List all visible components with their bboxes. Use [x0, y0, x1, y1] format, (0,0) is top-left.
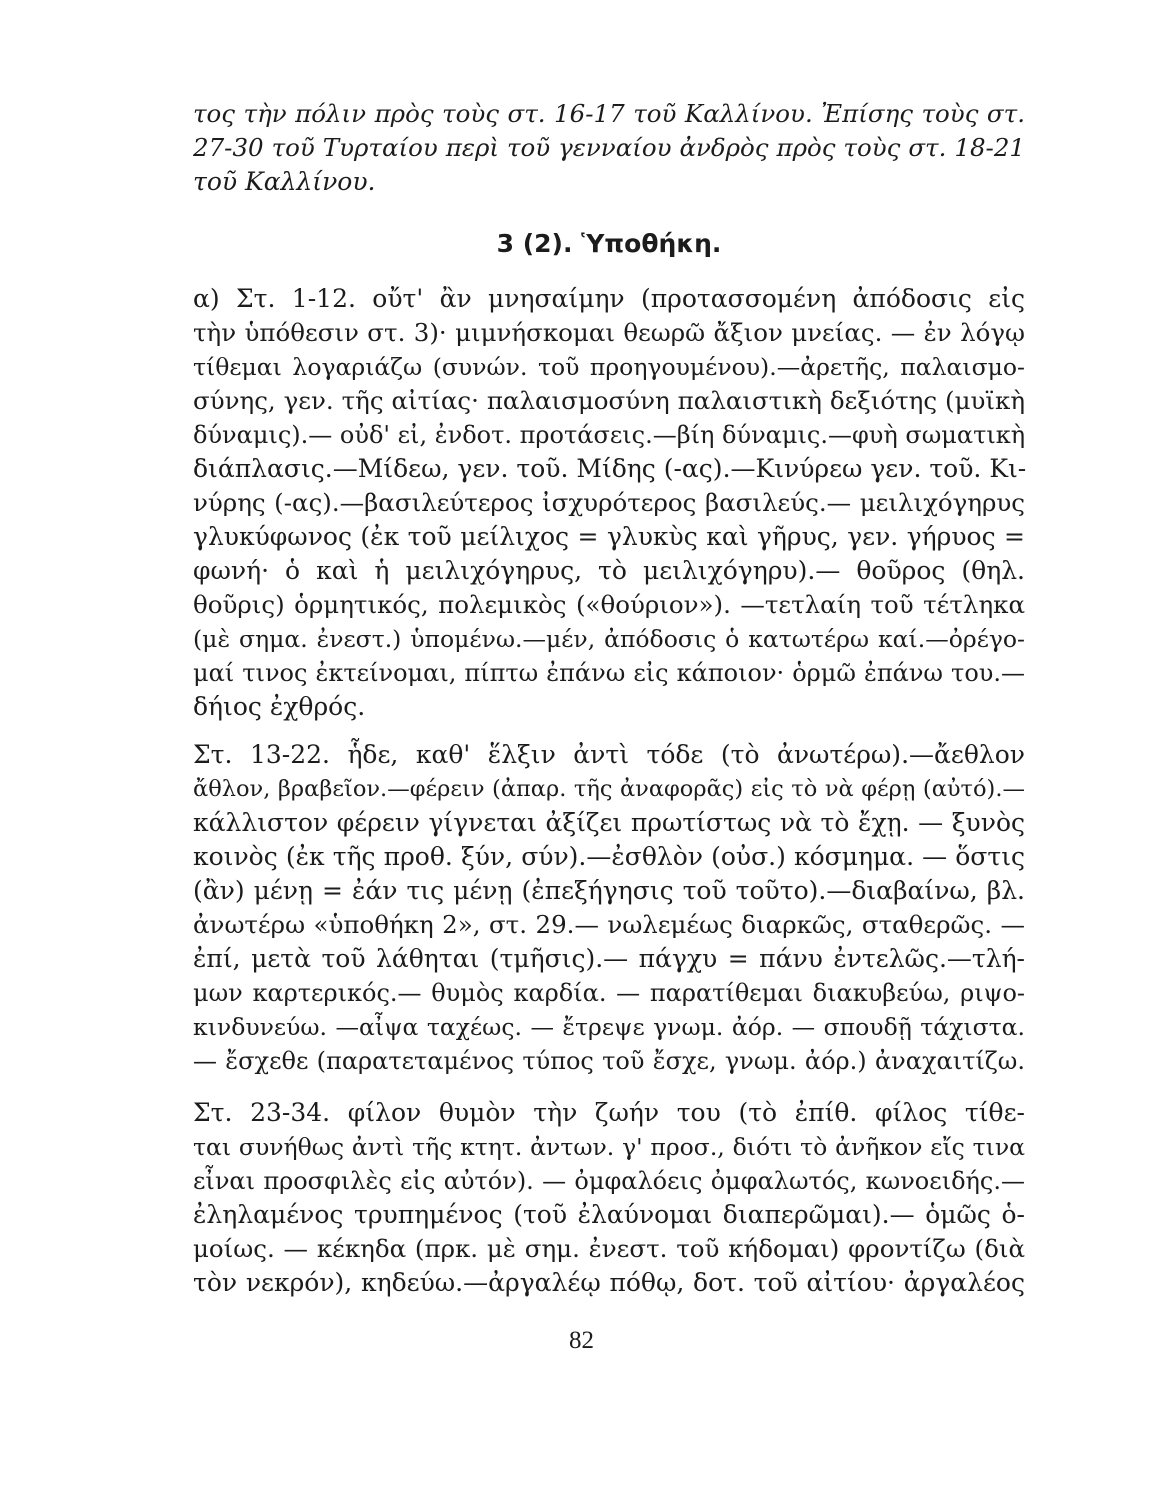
text-line: — ἔσχεθε (παρατεταμένος τύπος τοῦ ἔσχε, γνωμ. ἀόρ.) ἀναχαιτίζω.	[193, 1047, 1025, 1075]
intro-line: τος τὴν πόλιν πρὸς τοὺς στ. 16-17 τοῦ Καλλίνου. Ἐπίσης τοὺς στ.	[193, 99, 1025, 128]
text-line: τὴν ὑπόθεσιν στ. 3)· μιμνήσκομαι θεωρῶ ἄξιον μνείας. — ἐν λόγῳ	[193, 318, 1025, 347]
text-line: (ἂν) μένῃ = ἐάν τις μένῃ (ἐπεξήγησις τοῦ τοῦτο).—διαβαίνω, βλ.	[193, 876, 1025, 905]
text-line: μων καρτερικός.— θυμὸς καρδία. — παρατίθεμαι διακυβεύω, ριψο-	[193, 979, 1025, 1007]
text-line: θοῦρις) ὁρμητικός, πολεμικὸς («θούριον»). —τετλαίη τοῦ τέτληκα	[193, 590, 1025, 619]
text-line: Στ. 23-34. φίλον θυμὸν τὴν ζωήν του (τὸ ἐπίθ. φίλος τίθε-	[193, 1098, 1025, 1127]
text-line: κάλλιστον φέρειν γίγνεται ἀξίζει πρωτίστως νὰ τὸ ἔχῃ. — ξυνὸς	[193, 808, 1025, 837]
text-line: κινδυνεύω. —αἶψα ταχέως. — ἔτρεψε γνωμ. ἀόρ. — σπουδῇ τάχιστα.	[193, 1013, 1025, 1041]
text-line: νύρης (-ας).—βασιλεύτερος ἰσχυρότερος βασιλεύς.— μειλιχόγηρυς	[193, 488, 1025, 517]
text-line: ἀνωτέρω «ὑποθήκη 2», στ. 29.— νωλεμέως διαρκῶς, σταθερῶς. —	[193, 910, 1025, 939]
text-line: εἶναι προσφιλὲς εἰς αὐτόν). — ὀμφαλόεις ὀμφαλωτός, κωνοειδής.—	[193, 1167, 1025, 1195]
text-line: ται συνήθως ἀντὶ τῆς κτητ. ἀντων. γ' προσ., διότι τὸ ἀνῆκον εἴς τινα	[193, 1133, 1025, 1161]
text-line: ἐληλαμένος τρυπημένος (τοῦ ἐλαύνομαι διαπερῶμαι).— ὁμῶς ὁ-	[193, 1200, 1025, 1229]
intro-line: τοῦ Καλλίνου.	[193, 167, 376, 196]
text-line: μοίως. — κέκηδα (πρκ. μὲ σημ. ἐνεστ. τοῦ κήδομαι) φροντίζω (διὰ	[193, 1234, 1025, 1263]
text-line: διάπλασις.—Μίδεω, γεν. τοῦ. Μίδης (-ας).—Κινύρεω γεν. τοῦ. Κι-	[193, 454, 1027, 483]
text-line: τίθεμαι λογαριάζω (συνών. τοῦ προηγουμένου).—ἀρετῆς, παλαισμο-	[193, 353, 1025, 381]
text-line: δήιος ἐχθρός.	[193, 692, 366, 721]
text-line: κοινὸς (ἐκ τῆς προθ. ξύν, σύν).—ἐσθλὸν (οὐσ.) κόσμημα. — ὅστις	[193, 842, 1025, 871]
text-line: τὸν νεκρόν), κηδεύω.—ἀργαλέῳ πόθῳ, δοτ. τοῦ αἰτίου· ἀργαλέος	[193, 1268, 1025, 1297]
text-line: δύναμις).— οὐδ' εἰ, ἐνδοτ. προτάσεις.—βίη δύναμις.—φυὴ σωματικὴ	[193, 421, 1026, 449]
text-line: σύνης, γεν. τῆς αἰτίας· παλαισμοσύνη παλαιστικὴ δεξιότης (μυϊκὴ	[193, 386, 1025, 415]
page-number: 82	[569, 1327, 594, 1354]
text-line: γλυκύφωνος (ἐκ τοῦ μείλιχος = γλυκὺς καὶ γῆρυς, γεν. γήρυος =	[193, 522, 1025, 551]
text-line: α) Στ. 1-12. οὔτ' ἂν μνησαίμην (προτασσομένη ἀπόδοσις εἰς	[193, 284, 1025, 313]
text-line: φωνή· ὁ καὶ ἡ μειλιχόγηρυς, τὸ μειλιχόγηρυ).— θοῦρος (θηλ.	[193, 556, 1025, 585]
text-line: Στ. 13-22. ἧδε, καθ' ἕλξιν ἀντὶ τόδε (τὸ ἀνωτέρω).—ἄεθλον	[193, 740, 1025, 769]
text-line: μαί τινος ἐκτείνομαι, πίπτω ἐπάνω εἰς κάποιον· ὁρμῶ ἐπάνω του.—	[193, 659, 1025, 687]
text-line: (μὲ σημα. ἐνεστ.) ὑπομένω.—μέν, ἀπόδοσις ὁ κατωτέρω καί.—ὀρέγο-	[193, 625, 1025, 653]
section-heading: 3 (2). Ὑποθήκη.	[496, 229, 722, 258]
text-line: ἄθλον, βραβεῖον.—φέρειν (ἀπαρ. τῆς ἀναφορᾶς) εἰς τὸ νὰ φέρῃ (αὐτό).—	[193, 776, 1025, 802]
text-line: ἐπί, μετὰ τοῦ λάθηται (τμῆσις).— πάγχυ = πάνυ ἐντελῶς.—τλή-	[193, 944, 1025, 973]
intro-line: 27-30 τοῦ Τυρταίου περὶ τοῦ γενναίου ἀνδρὸς πρὸς τοὺς στ. 18-21	[193, 133, 1025, 162]
